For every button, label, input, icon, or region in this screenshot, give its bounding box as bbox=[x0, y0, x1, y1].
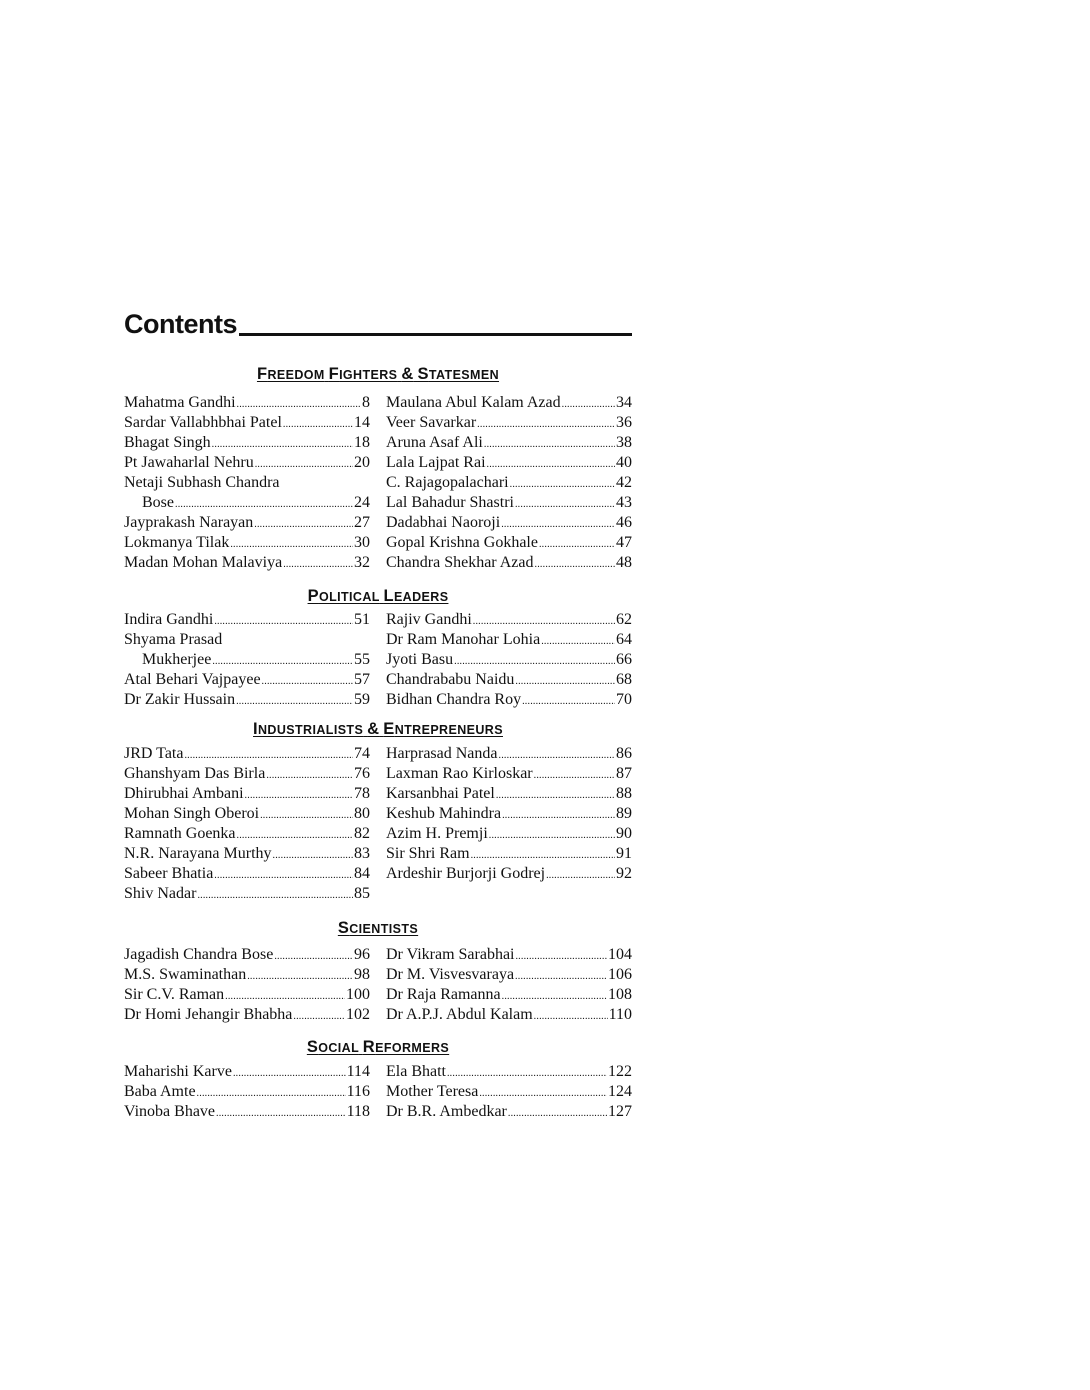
entry-name: Ghanshyam Das Birla bbox=[124, 765, 266, 782]
entry-name: Bidhan Chandra Roy bbox=[386, 691, 522, 708]
entry-name: Madan Mohan Malaviya bbox=[124, 554, 283, 571]
toc-entry[interactable] bbox=[386, 764, 632, 784]
dot-leader bbox=[214, 866, 353, 886]
toc-columns bbox=[124, 1062, 632, 1122]
toc-entry[interactable] bbox=[124, 844, 370, 864]
entry-page: 68 bbox=[616, 671, 632, 688]
toc-entry[interactable] bbox=[124, 965, 370, 985]
toc-entry[interactable] bbox=[386, 1082, 632, 1102]
toc-entry[interactable] bbox=[386, 1102, 632, 1122]
entry-name: Dr Ram Manohar Lohia bbox=[386, 631, 541, 648]
toc-entry[interactable] bbox=[386, 824, 632, 844]
entry-page: 78 bbox=[354, 785, 370, 802]
dot-leader bbox=[283, 555, 353, 575]
entry-name: Lala Lajpat Rai bbox=[386, 454, 486, 471]
dot-leader bbox=[508, 1104, 607, 1124]
dot-leader bbox=[454, 652, 615, 672]
toc-entry[interactable] bbox=[124, 744, 370, 764]
entry-page: 46 bbox=[616, 514, 632, 531]
dot-leader bbox=[534, 766, 615, 786]
entry-name: Ela Bhatt bbox=[386, 1063, 446, 1080]
toc-column-right bbox=[386, 1062, 632, 1122]
dot-leader bbox=[535, 555, 615, 575]
toc-column-right bbox=[386, 945, 632, 1025]
entry-page: 100 bbox=[346, 986, 370, 1003]
entry-name: Sir C.V. Raman bbox=[124, 986, 225, 1003]
toc-entry[interactable] bbox=[386, 610, 632, 630]
entry-page: 48 bbox=[616, 554, 632, 571]
entry-page: 89 bbox=[616, 805, 632, 822]
entry-name: Aruna Asaf Ali bbox=[386, 434, 483, 451]
toc-section bbox=[124, 1039, 632, 1122]
entry-name: Lal Bahadur Shastri bbox=[386, 494, 514, 511]
dot-leader bbox=[247, 967, 353, 987]
heading-cap-letter: F bbox=[328, 365, 340, 383]
dot-leader bbox=[255, 455, 353, 475]
toc-entry[interactable] bbox=[124, 764, 370, 784]
dot-leader bbox=[266, 766, 353, 786]
toc-entry[interactable] bbox=[386, 433, 632, 453]
dot-leader bbox=[236, 692, 353, 712]
entry-name: Azim H. Premji bbox=[386, 825, 488, 842]
dot-leader bbox=[473, 612, 615, 632]
toc-entry[interactable] bbox=[124, 985, 370, 1005]
dot-leader bbox=[471, 846, 615, 866]
entry-page: 85 bbox=[354, 885, 370, 902]
dot-leader bbox=[184, 746, 353, 766]
entry-name: Lokmanya Tilak bbox=[124, 534, 230, 551]
entry-page: 86 bbox=[616, 745, 632, 762]
section-heading: POLITICAL LEADERS bbox=[307, 587, 449, 605]
toc-section bbox=[124, 366, 632, 573]
entry-page: 36 bbox=[616, 414, 632, 431]
toc-entry[interactable] bbox=[124, 1102, 370, 1122]
dot-leader bbox=[502, 806, 615, 826]
toc-columns bbox=[124, 744, 632, 904]
dot-leader bbox=[477, 415, 615, 435]
title-rule bbox=[239, 333, 632, 336]
dot-leader bbox=[237, 826, 353, 846]
section-heading: SCIENTISTS bbox=[337, 919, 419, 937]
entry-page: 30 bbox=[354, 534, 370, 551]
toc-section bbox=[124, 920, 632, 1025]
entry-page: 82 bbox=[354, 825, 370, 842]
dot-leader bbox=[541, 632, 615, 652]
entry-page: 98 bbox=[354, 966, 370, 983]
toc-entry[interactable] bbox=[386, 513, 632, 533]
toc-column-left bbox=[124, 610, 370, 710]
entry-name: Mother Teresa bbox=[386, 1083, 479, 1100]
toc-column-left bbox=[124, 1062, 370, 1122]
entry-page: 74 bbox=[354, 745, 370, 762]
entry-page: 84 bbox=[354, 865, 370, 882]
entry-name: Chandrababu Naidu bbox=[386, 671, 515, 688]
entry-name: Maharishi Karve bbox=[124, 1063, 232, 1080]
toc-columns bbox=[124, 610, 632, 710]
toc-entry[interactable] bbox=[386, 453, 632, 473]
toc-entry[interactable] bbox=[386, 473, 632, 493]
dot-leader bbox=[501, 515, 615, 535]
entry-page: 14 bbox=[354, 414, 370, 431]
toc-entry[interactable] bbox=[124, 630, 370, 650]
entry-name-continued: Bose bbox=[142, 494, 174, 511]
dot-leader bbox=[534, 1007, 608, 1027]
toc-entry-continued[interactable] bbox=[124, 650, 370, 670]
dot-leader bbox=[245, 786, 353, 806]
entry-page: 24 bbox=[354, 494, 370, 511]
entry-name: Dhirubhai Ambani bbox=[124, 785, 244, 802]
title-row bbox=[124, 305, 632, 339]
toc-entry[interactable] bbox=[124, 945, 370, 965]
toc-entry[interactable] bbox=[386, 690, 632, 710]
entry-page: 27 bbox=[354, 514, 370, 531]
toc-entry[interactable] bbox=[386, 650, 632, 670]
entry-name: N.R. Narayana Murthy bbox=[124, 845, 272, 862]
heading-cap-letter: L bbox=[383, 587, 394, 605]
toc-entry[interactable] bbox=[124, 610, 370, 630]
entry-name: Chandra Shekhar Azad bbox=[386, 554, 534, 571]
entry-page: 122 bbox=[608, 1063, 632, 1080]
entry-name: Gopal Krishna Gokhale bbox=[386, 534, 538, 551]
dot-leader bbox=[515, 967, 607, 987]
toc-entry[interactable] bbox=[124, 513, 370, 533]
entry-name: Mohan Singh Oberoi bbox=[124, 805, 260, 822]
section-heading: INDUSTRIALISTS & ENTREPRENEURS bbox=[253, 720, 503, 738]
entry-name: Veer Savarkar bbox=[386, 414, 477, 431]
heading-cap-letter: R bbox=[362, 1038, 376, 1056]
dot-leader bbox=[515, 495, 615, 515]
entry-name: Bhagat Singh bbox=[124, 434, 211, 451]
toc-column-left bbox=[124, 393, 370, 573]
entry-page: 64 bbox=[616, 631, 632, 648]
entry-page: 96 bbox=[354, 946, 370, 963]
entry-name: M.S. Swaminathan bbox=[124, 966, 247, 983]
toc-entry[interactable] bbox=[124, 804, 370, 824]
dot-leader bbox=[546, 866, 615, 886]
toc-section bbox=[124, 588, 632, 710]
section-heading: FREEDOM FIGHTERS & STATESMEN bbox=[256, 365, 500, 383]
dot-leader bbox=[216, 1104, 346, 1124]
sections-container bbox=[124, 366, 632, 1122]
entry-name: Dr M. Visvesvaraya bbox=[386, 966, 515, 983]
toc-entry[interactable] bbox=[124, 1082, 370, 1102]
toc-entry[interactable] bbox=[386, 744, 632, 764]
dot-leader bbox=[212, 652, 353, 672]
dot-leader bbox=[260, 806, 353, 826]
entry-page: 38 bbox=[616, 434, 632, 451]
heading-cap-letter: S bbox=[337, 919, 350, 937]
toc-column-left bbox=[124, 945, 370, 1025]
entry-name: Maulana Abul Kalam Azad bbox=[386, 394, 561, 411]
dot-leader bbox=[283, 415, 353, 435]
dot-leader bbox=[212, 435, 353, 455]
dot-leader bbox=[273, 846, 353, 866]
entry-page: 59 bbox=[354, 691, 370, 708]
entry-name: Dr Raja Ramanna bbox=[386, 986, 501, 1003]
entry-page: 87 bbox=[616, 765, 632, 782]
dot-leader bbox=[502, 987, 607, 1007]
toc-column-right bbox=[386, 744, 632, 904]
entry-name: Sir Shri Ram bbox=[386, 845, 470, 862]
toc-entry[interactable] bbox=[386, 553, 632, 573]
entry-name: Keshub Mahindra bbox=[386, 805, 502, 822]
entry-page: 34 bbox=[616, 394, 632, 411]
entry-name: Dadabhai Naoroji bbox=[386, 514, 501, 531]
toc-entry[interactable] bbox=[124, 884, 370, 904]
entry-name: Dr Zakir Hussain bbox=[124, 691, 236, 708]
heading-cap-letter: I bbox=[253, 720, 258, 738]
toc-entry[interactable] bbox=[386, 864, 632, 884]
dot-leader bbox=[522, 692, 615, 712]
entry-name: Sardar Vallabhbhai Patel bbox=[124, 414, 282, 431]
entry-page: 118 bbox=[346, 1103, 370, 1120]
entry-page: 43 bbox=[616, 494, 632, 511]
toc-entry[interactable] bbox=[386, 533, 632, 553]
toc-entry[interactable] bbox=[386, 413, 632, 433]
dot-leader bbox=[510, 475, 615, 495]
entry-page: 90 bbox=[616, 825, 632, 842]
toc-entry[interactable] bbox=[124, 533, 370, 553]
entry-page: 127 bbox=[608, 1103, 632, 1120]
entry-name: JRD Tata bbox=[124, 745, 184, 762]
entry-page: 40 bbox=[616, 454, 632, 471]
dot-leader bbox=[230, 535, 353, 555]
entry-name: Baba Amte bbox=[124, 1083, 196, 1100]
entry-page: 62 bbox=[616, 611, 632, 628]
toc-entry[interactable] bbox=[386, 1005, 632, 1025]
toc-entry[interactable] bbox=[386, 393, 632, 413]
entry-page: 55 bbox=[354, 651, 370, 668]
entry-page: 91 bbox=[616, 845, 632, 862]
entry-name: Ramnath Goenka bbox=[124, 825, 236, 842]
entry-page: 70 bbox=[616, 691, 632, 708]
entry-name: C. Rajagopalachari bbox=[386, 474, 509, 491]
entry-name: Mahatma Gandhi bbox=[124, 394, 236, 411]
heading-cap-letter: F bbox=[256, 365, 268, 383]
toc-entry[interactable] bbox=[124, 670, 370, 690]
entry-name: Indira Gandhi bbox=[124, 611, 214, 628]
entry-page: 106 bbox=[608, 966, 632, 983]
entry-page: 110 bbox=[608, 1006, 632, 1023]
toc-entry[interactable] bbox=[386, 844, 632, 864]
toc-entry[interactable] bbox=[386, 784, 632, 804]
heading-cap-letter: E bbox=[383, 720, 395, 738]
dot-leader bbox=[562, 395, 615, 415]
dot-leader bbox=[484, 435, 615, 455]
toc-entry[interactable] bbox=[124, 553, 370, 573]
entry-page: 8 bbox=[362, 394, 370, 411]
entry-page: 124 bbox=[608, 1083, 632, 1100]
toc-entry[interactable] bbox=[124, 413, 370, 433]
heading-cap-letter: S bbox=[306, 1038, 319, 1056]
entry-page: 51 bbox=[354, 611, 370, 628]
entry-name: Pt Jawaharlal Nehru bbox=[124, 454, 254, 471]
dot-leader bbox=[274, 947, 353, 967]
entry-page: 57 bbox=[354, 671, 370, 688]
dot-leader bbox=[254, 515, 353, 535]
entry-page: 76 bbox=[354, 765, 370, 782]
heading-cap-letter: P bbox=[307, 587, 319, 605]
entry-page: 102 bbox=[346, 1006, 370, 1023]
dot-leader bbox=[499, 746, 616, 766]
dot-leader bbox=[237, 395, 361, 415]
entry-page: 83 bbox=[354, 845, 370, 862]
toc-entry[interactable] bbox=[124, 473, 370, 493]
dot-leader bbox=[489, 826, 615, 846]
entry-name: Laxman Rao Kirloskar bbox=[386, 765, 533, 782]
entry-name: Shyama Prasad bbox=[124, 631, 223, 648]
toc-entry[interactable] bbox=[386, 630, 632, 650]
dot-leader bbox=[233, 1064, 346, 1084]
entry-name-continued: Mukherjee bbox=[142, 651, 212, 668]
toc-entry[interactable] bbox=[124, 453, 370, 473]
toc-column-right bbox=[386, 610, 632, 710]
toc-entry[interactable] bbox=[124, 824, 370, 844]
entry-name: Sabeer Bhatia bbox=[124, 865, 214, 882]
entry-name: Dr A.P.J. Abdul Kalam bbox=[386, 1006, 533, 1023]
dot-leader bbox=[197, 886, 353, 906]
dot-leader bbox=[214, 612, 353, 632]
toc-entry[interactable] bbox=[386, 670, 632, 690]
dot-leader bbox=[197, 1084, 346, 1104]
entry-page: 88 bbox=[616, 785, 632, 802]
entry-page: 116 bbox=[346, 1083, 370, 1100]
toc-entry[interactable] bbox=[124, 784, 370, 804]
dot-leader bbox=[479, 1084, 607, 1104]
toc-entry[interactable] bbox=[386, 985, 632, 1005]
toc-entry[interactable] bbox=[386, 1062, 632, 1082]
dot-leader bbox=[225, 987, 345, 1007]
toc-entry[interactable] bbox=[386, 945, 632, 965]
contents-page bbox=[124, 305, 632, 1122]
entry-page: 66 bbox=[616, 651, 632, 668]
entry-name: Shiv Nadar bbox=[124, 885, 197, 902]
entry-name: Jyoti Basu bbox=[386, 651, 454, 668]
entry-page: 80 bbox=[354, 805, 370, 822]
entry-page: 32 bbox=[354, 554, 370, 571]
dot-leader bbox=[515, 947, 607, 967]
toc-entry[interactable] bbox=[124, 864, 370, 884]
entry-name: Dr Homi Jehangir Bhabha bbox=[124, 1006, 293, 1023]
entry-page: 108 bbox=[608, 986, 632, 1003]
entry-page: 104 bbox=[608, 946, 632, 963]
entry-page: 18 bbox=[354, 434, 370, 451]
dot-leader bbox=[175, 495, 353, 515]
toc-entry[interactable] bbox=[124, 433, 370, 453]
entry-page: 114 bbox=[346, 1063, 370, 1080]
heading-cap-letter: S bbox=[417, 365, 429, 383]
toc-entry[interactable] bbox=[124, 393, 370, 413]
entry-name: Ardeshir Burjorji Godrej bbox=[386, 865, 546, 882]
entry-name: Dr Vikram Sarabhai bbox=[386, 946, 515, 963]
entry-name: Jayprakash Narayan bbox=[124, 514, 254, 531]
toc-entry[interactable] bbox=[386, 965, 632, 985]
entry-page: 20 bbox=[354, 454, 370, 471]
entry-name: Rajiv Gandhi bbox=[386, 611, 472, 628]
toc-column-right bbox=[386, 393, 632, 573]
dot-leader bbox=[447, 1064, 607, 1084]
toc-columns bbox=[124, 393, 632, 573]
entry-page: 42 bbox=[616, 474, 632, 491]
toc-columns bbox=[124, 945, 632, 1025]
entry-page: 47 bbox=[616, 534, 632, 551]
dot-leader bbox=[262, 672, 353, 692]
dot-leader bbox=[496, 786, 615, 806]
heading-cap-letter: & bbox=[367, 720, 380, 738]
toc-entry-continued[interactable] bbox=[124, 493, 370, 513]
dot-leader bbox=[515, 672, 615, 692]
entry-name: Atal Behari Vajpayee bbox=[124, 671, 261, 688]
toc-entry[interactable] bbox=[124, 1005, 370, 1025]
toc-column-left bbox=[124, 744, 370, 904]
heading-cap-letter: & bbox=[401, 365, 414, 383]
toc-entry[interactable] bbox=[386, 493, 632, 513]
toc-section bbox=[124, 721, 632, 904]
section-heading: SOCIAL REFORMERS bbox=[306, 1038, 450, 1056]
entry-name: Dr B.R. Ambedkar bbox=[386, 1103, 507, 1120]
dot-leader bbox=[293, 1007, 345, 1027]
entry-page: 92 bbox=[616, 865, 632, 882]
dot-leader bbox=[539, 535, 615, 555]
dot-leader bbox=[487, 455, 615, 475]
entry-name: Vinoba Bhave bbox=[124, 1103, 216, 1120]
entry-name: Harprasad Nanda bbox=[386, 745, 498, 762]
entry-name: Karsanbhai Patel bbox=[386, 785, 495, 802]
entry-name: Netaji Subhash Chandra bbox=[124, 474, 280, 491]
toc-entry[interactable] bbox=[124, 1062, 370, 1082]
page-title: Contents bbox=[124, 309, 237, 339]
toc-entry[interactable] bbox=[124, 690, 370, 710]
toc-entry[interactable] bbox=[386, 804, 632, 824]
entry-name: Jagadish Chandra Bose bbox=[124, 946, 274, 963]
